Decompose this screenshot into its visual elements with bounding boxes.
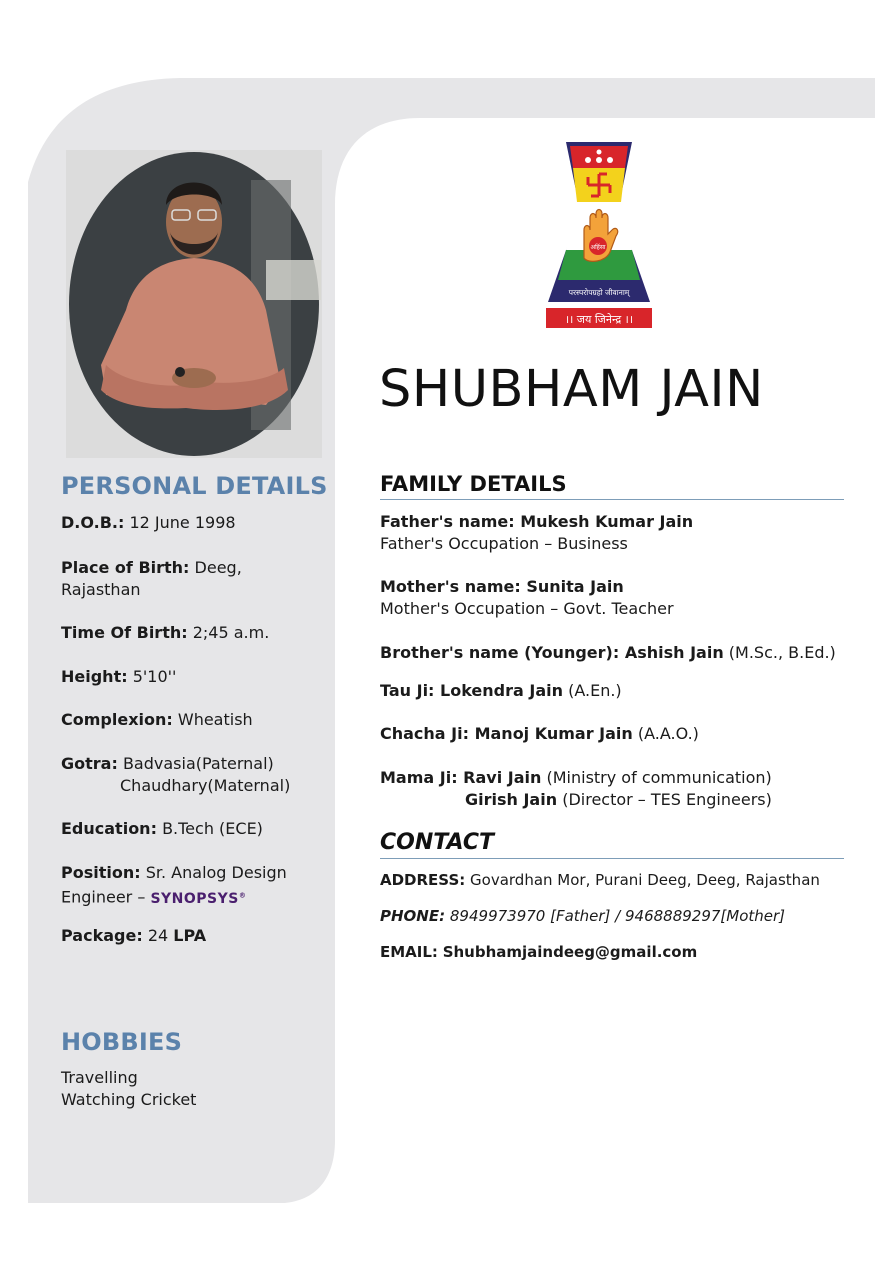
position-value-1: Sr. Analog Design	[145, 863, 287, 882]
mama2-detail: (Director – TES Engineers)	[562, 790, 772, 809]
dob-label: D.O.B.:	[61, 513, 125, 532]
package-value: 24	[147, 926, 169, 945]
education-row	[61, 818, 321, 840]
profile-photo	[66, 150, 322, 458]
package-row	[61, 925, 321, 947]
mama2-name: Girish Jain	[465, 790, 558, 809]
hobby-item: Travelling	[61, 1068, 138, 1087]
family-details-heading: FAMILY DETAILS	[380, 472, 844, 500]
gotra-label: Gotra:	[61, 754, 118, 773]
personal-details-heading: PERSONAL DETAILS	[61, 472, 328, 500]
logo-palm-text: अहिंसा	[590, 244, 606, 251]
gotra-maternal: Chaudhary(Maternal)	[120, 776, 291, 795]
mama-block	[380, 767, 860, 811]
company-mark: ®	[238, 891, 247, 899]
tob-value: 2;45 a.m.	[192, 623, 270, 642]
education-label: Education:	[61, 819, 157, 838]
email-label: EMAIL:	[380, 943, 438, 961]
tau-detail: (A.En.)	[568, 681, 622, 700]
package-unit: LPA	[173, 926, 207, 945]
mama-name: Mama Ji: Ravi Jain	[380, 768, 542, 787]
complexion-row	[61, 709, 321, 731]
education-value: B.Tech (ECE)	[162, 819, 263, 838]
tob-row	[61, 622, 321, 644]
email-row	[380, 941, 860, 963]
position-value-2: Engineer –	[61, 887, 146, 907]
chacha-detail: (A.A.O.)	[637, 724, 699, 743]
gotra-paternal: Badvasia(Paternal)	[122, 754, 274, 773]
pob-row	[61, 557, 321, 601]
mother-occupation: Mother's Occupation – Govt. Teacher	[380, 599, 674, 618]
mama-detail: (Ministry of communication)	[546, 768, 772, 787]
logo-banner: ।। जय जिनेन्द्र ।।	[564, 313, 634, 326]
complexion-label: Complexion:	[61, 710, 173, 729]
father-occupation: Father's Occupation – Business	[380, 534, 628, 553]
address-label: ADDRESS:	[380, 871, 466, 889]
synopsys-logo	[150, 891, 246, 907]
candidate-name: SHUBHAM JAIN	[379, 360, 764, 419]
mother-name: Mother's name: Sunita Jain	[380, 577, 624, 596]
position-label: Position:	[61, 863, 141, 882]
dob-value: 12 June 1998	[129, 513, 236, 532]
jain-symbol-logo	[540, 140, 658, 332]
complexion-value: Wheatish	[177, 710, 253, 729]
company-name: SYNOPSYS	[150, 890, 239, 907]
height-row	[61, 666, 321, 688]
email-value: Shubhamjaindeeg@gmail.com	[442, 943, 698, 961]
tob-label: Time Of Birth:	[61, 623, 188, 642]
hobby-item: Watching Cricket	[61, 1090, 197, 1109]
hobbies-heading: HOBBIES	[61, 1028, 183, 1056]
height-value: 5'10''	[132, 667, 177, 686]
brother-row	[380, 642, 860, 664]
gotra-row	[61, 753, 321, 797]
pob-label: Place of Birth:	[61, 558, 190, 577]
father-name: Father's name: Mukesh Kumar Jain	[380, 512, 694, 531]
mother-block	[380, 576, 860, 620]
height-label: Height:	[61, 667, 128, 686]
phone-value: 8949973970 [Father] / 9468889297[Mother]	[449, 907, 786, 925]
position-row	[61, 862, 321, 910]
address-row	[380, 869, 860, 891]
hobbies-list	[61, 1067, 321, 1111]
contact-heading: CONTACT	[380, 830, 844, 859]
phone-row	[380, 905, 860, 927]
brother-name: Brother's name (Younger): Ashish Jain	[380, 643, 724, 662]
brother-detail: (M.Sc., B.Ed.)	[728, 643, 836, 662]
chacha-name: Chacha Ji: Manoj Kumar Jain	[380, 724, 633, 743]
address-value: Govardhan Mor, Purani Deeg, Deeg, Rajasthan	[470, 871, 820, 889]
package-label: Package:	[61, 926, 143, 945]
pob-value-1: Deeg,	[194, 558, 242, 577]
dob-row	[61, 512, 321, 534]
pob-value-2: Rajasthan	[61, 580, 141, 599]
tau-row	[380, 680, 860, 702]
father-block	[380, 511, 860, 555]
phone-label: PHONE:	[380, 907, 446, 925]
chacha-row	[380, 723, 860, 745]
tau-name: Tau Ji: Lokendra Jain	[380, 681, 563, 700]
logo-motto: परस्परोपग्रहो जीवानाम्	[568, 288, 630, 297]
